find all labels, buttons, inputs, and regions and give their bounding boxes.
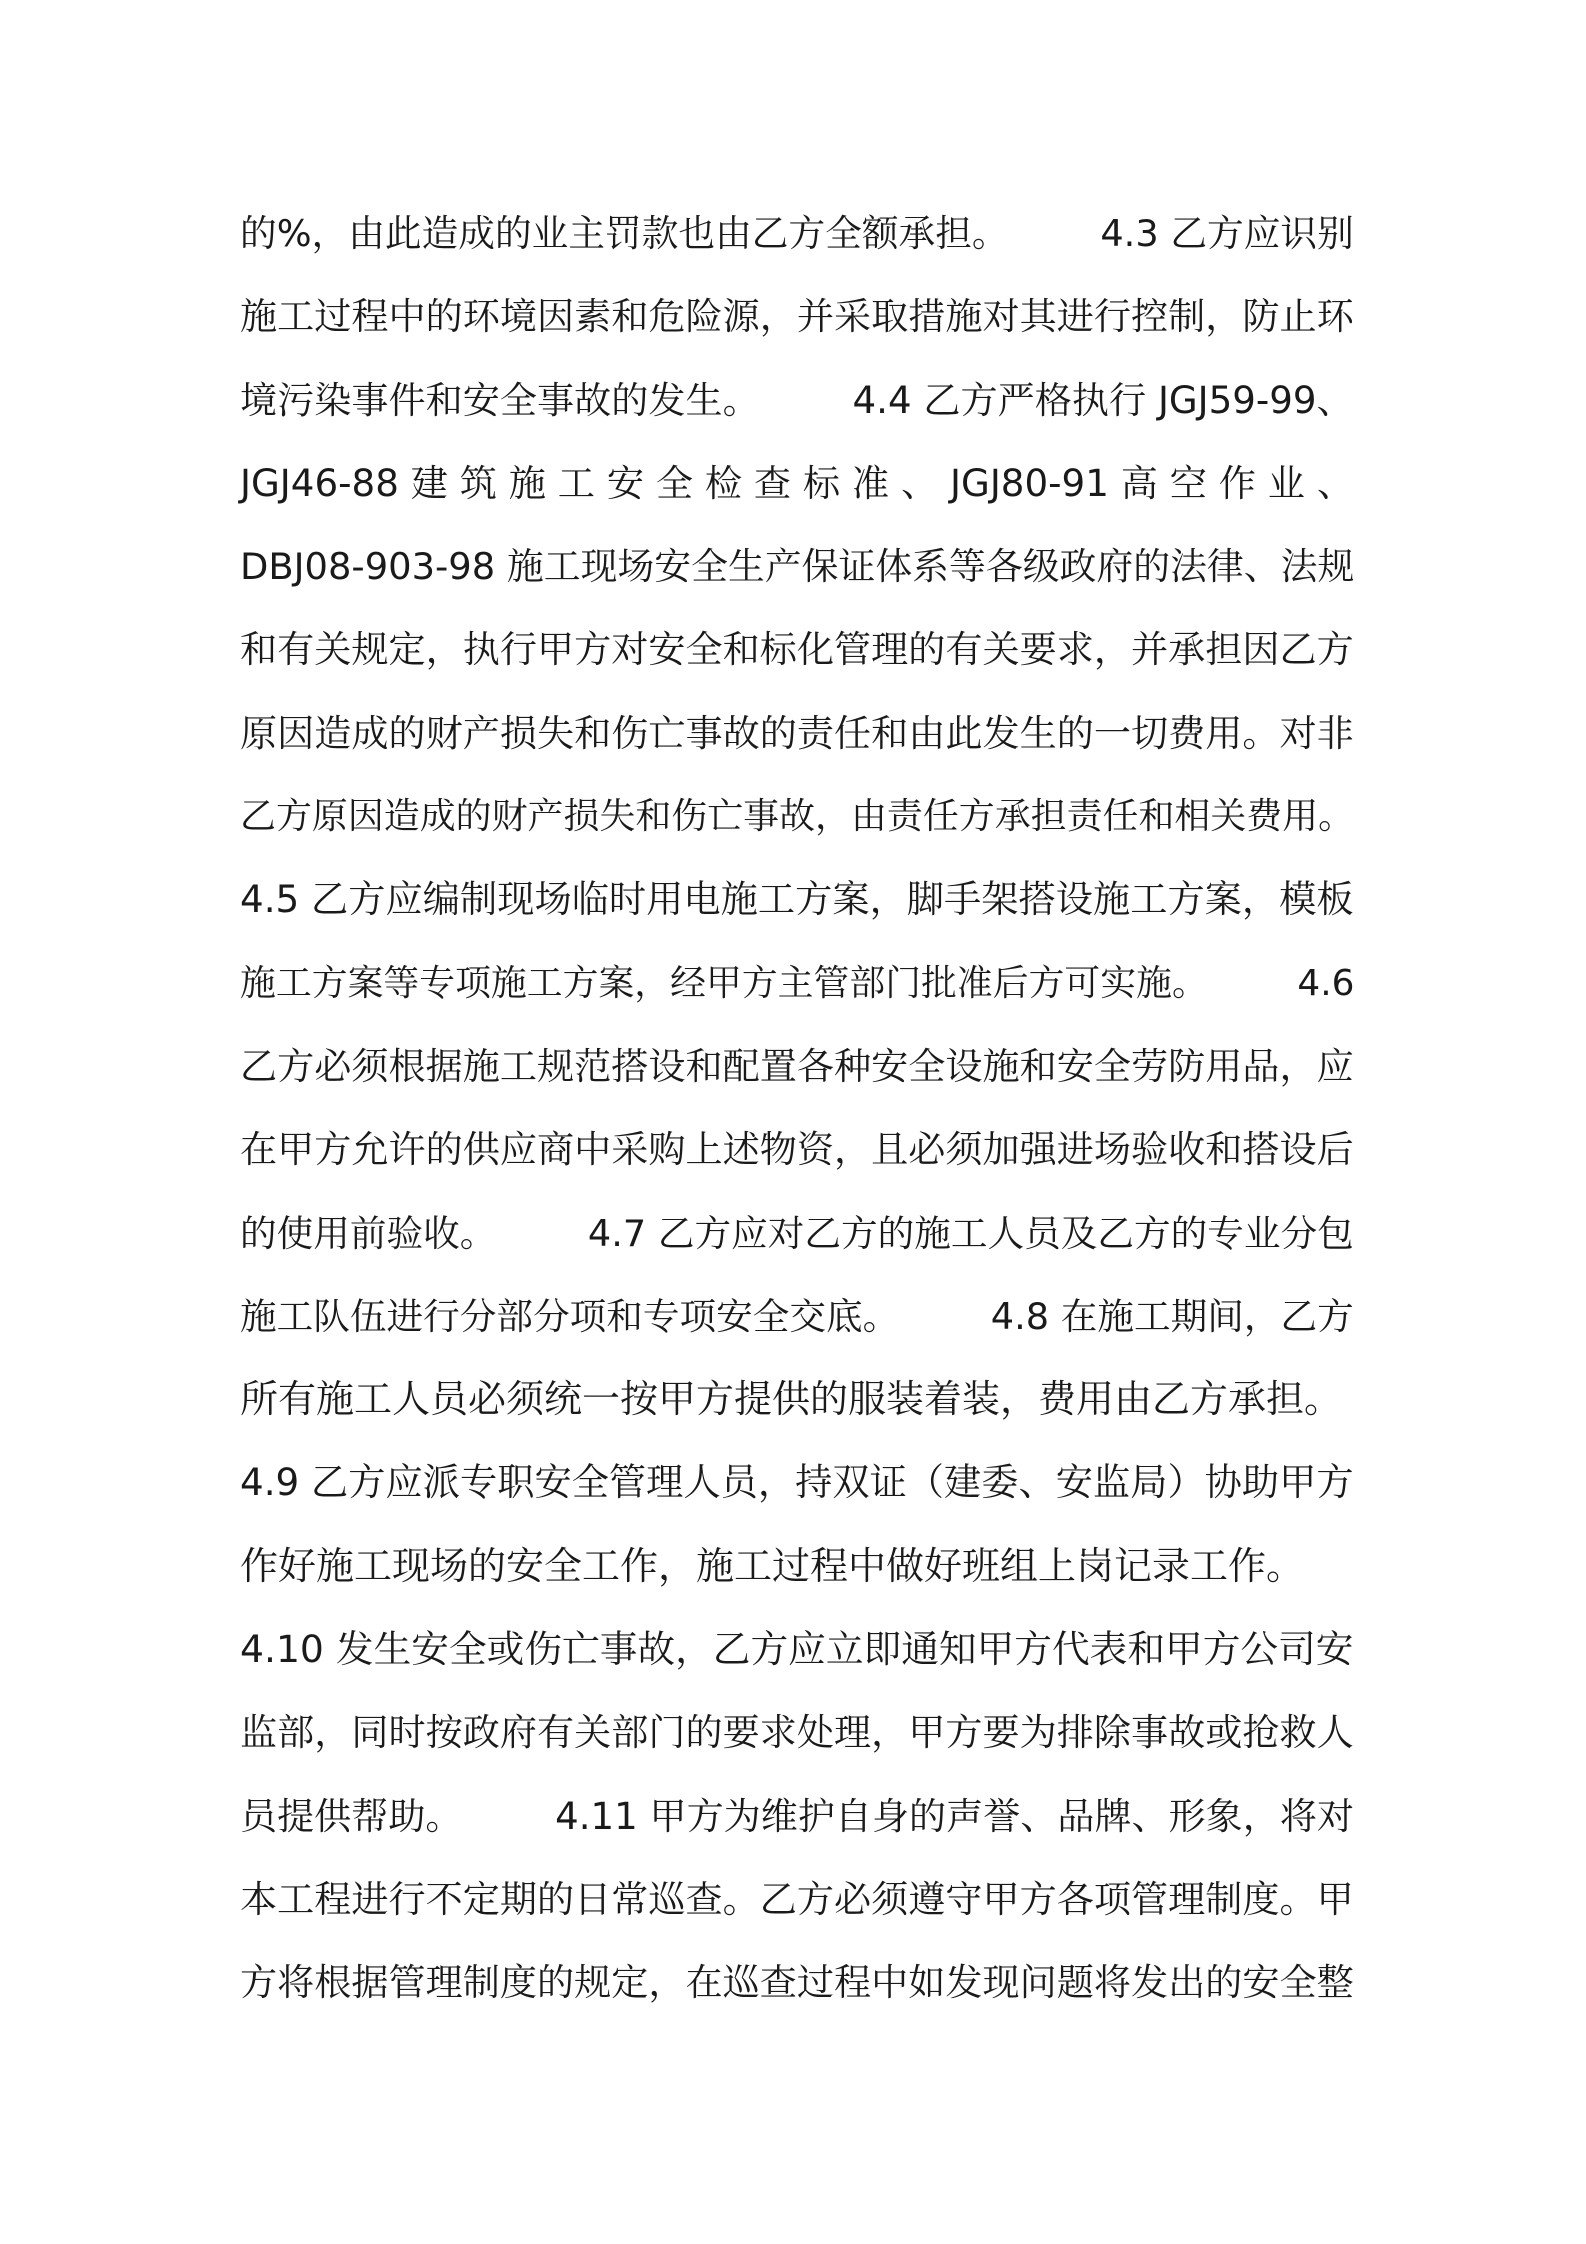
text-line: 施工队伍进行分部分项和专项安全交底。 4.8 在施工期间，乙方 (240, 1294, 1354, 1338)
text-line: 乙方原因造成的财产损失和伤亡事故，由责任方承担责任和相关费用。 (240, 796, 1355, 838)
text-line: 乙方必须根据施工规范搭设和配置各种安全设施和安全劳防用品，应 (240, 1044, 1354, 1088)
text-line: JGJ46-88 建 筑 施 工 安 全 检 查 标 准 、 JGJ80-91 高 空 作 业 、 (240, 460, 1355, 505)
text-line: 和有关规定，执行甲方对安全和标化管理的有关要求，并承担因乙方 (240, 628, 1354, 672)
text-line: 施工方案等专项施工方案，经甲方主管部门批准后方可实施。 4.6 (240, 962, 1355, 1004)
text-line: 所有施工人员必须统一按甲方提供的服装着装，费用由乙方承担。 (240, 1377, 1343, 1422)
text-line: 原因造成的财产损失和伤亡事故的责任和由此发生的一切费用。对非 (240, 711, 1354, 755)
text-line: 的%，由此造成的业主罚款也由乙方全额承担。 4.3 乙方应识别 (240, 212, 1354, 255)
text-line: 方将根据管理制度的规定，在巡查过程中如发现问题将发出的安全整 (240, 1961, 1354, 2005)
text-line: 本工程进行不定期的日常巡查。乙方必须遵守甲方各项管理制度。甲 (240, 1877, 1354, 1921)
body-text (240, 192, 1360, 2025)
text-line: 施工过程中的环境因素和危险源，并采取措施对其进行控制，防止环 (240, 295, 1354, 339)
text-line: 4.9 乙方应派专职安全管理人员，持双证（建委、安监局）协助甲方 (240, 1460, 1354, 1505)
text-line: 作好施工现场的安全工作，施工过程中做好班组上岗记录工作。 (240, 1543, 1305, 1588)
text-line: 4.5 乙方应编制现场临时用电施工方案，脚手架搭设施工方案，模板 (240, 877, 1354, 922)
text-line: 在甲方允许的供应商中采购上述物资，且必须加强进场验收和搭设后 (240, 1128, 1354, 1172)
text-line: 的使用前验收。 4.7 乙方应对乙方的施工人员及乙方的专业分包 (240, 1211, 1354, 1255)
text-line: 4.10 发生安全或伤亡事故，乙方应立即通知甲方代表和甲方公司安 (240, 1627, 1354, 1672)
text-line: 监部，同时按政府有关部门的要求处理，甲方要为排除事故或抢救人 (240, 1711, 1354, 1755)
text-line: 境污染事件和安全事故的发生。 4.4 乙方严格执行 JGJ59-99、 (240, 378, 1354, 422)
text-line: DBJ08-903-98 施工现场安全生产保证体系等各级政府的法律、法规 (240, 545, 1355, 589)
text-line: 员提供帮助。 4.11 甲方为维护自身的声誉、品牌、形象，将对 (240, 1794, 1354, 1838)
